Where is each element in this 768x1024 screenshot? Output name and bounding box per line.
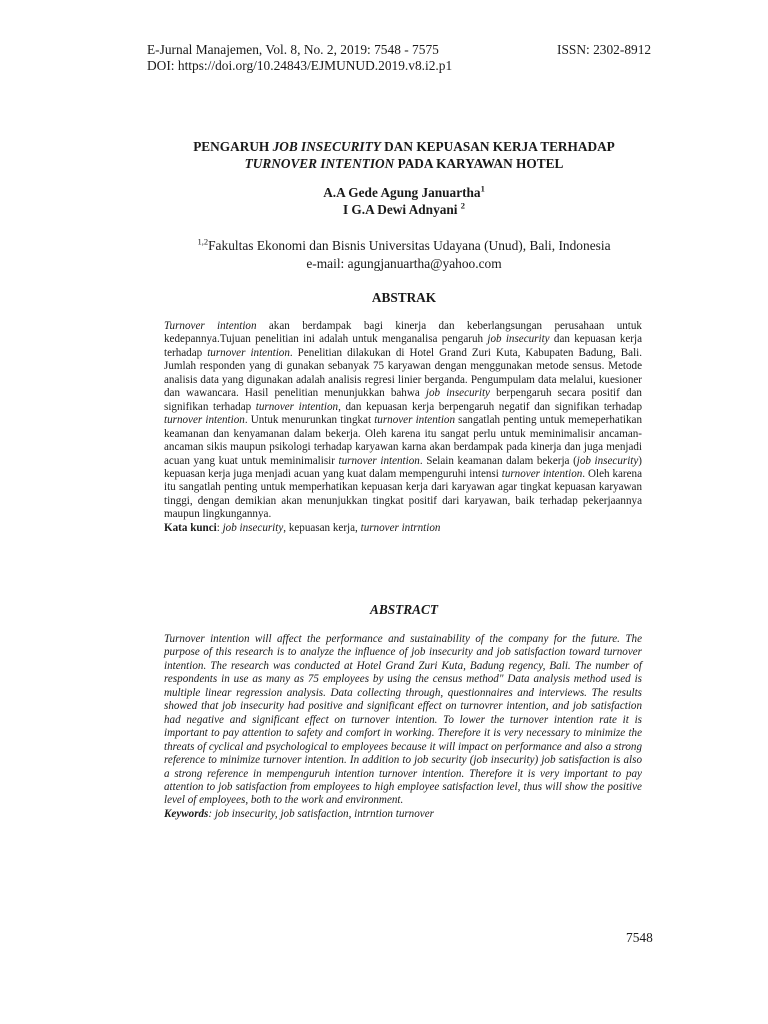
journal-citation: E-Jurnal Manajemen, Vol. 8, No. 2, 2019: 7548 - 7575 <box>147 42 439 57</box>
abstract-heading: ABSTRACT <box>370 602 438 617</box>
paper-title: PENGARUH JOB INSECURITY DAN KEPUASAN KERJA TERHADAP TURNOVER INTENTION PADA KARYAWAN HOTEL <box>193 139 615 171</box>
email: e-mail: agungjanuartha@yahoo.com <box>306 256 502 271</box>
abstrak-body: Turnover intention akan berdampak bagi kinerja dan keberlangsungan perusahaan untuk kedepannya.Tujuan penelitian ini adalah untuk menganalisa pengaruh job insecurity dan kepuasan kerja terhadap turnover intention. Penelitian dilakukan di Hotel Grand Zuri Kuta, Kabupaten Badung, Bali. Jumlah responden yang di gunakan sebanyak 75 karyawan dengan menggunakan metode sensus. Metode analisis data yang digunakan adalah analisis regresi linier berganda. Pengumpulam data melalui, kuesioner dan wawancara. Hasil penelitian menunjukkan bahwa job insecurity berpengaruh secara positif dan signifikan terhadap turnover intention, dan kepuasan kerja berpengaruh negatif dan signifikan terhadap turnover intention. Untuk menurunkan tingkat turnover intention sangatlah penting untuk memeperhatikan keamanan dan kenyamanan dalam bekerja. Oleh karena itu sangat perlu untuk meminimalisir ancaman-ancaman sikis maupun psikologi terhadap karyawan karna akan berdampak pada kinerja dan juga menjadi acuan yang kuat untuk meminimalisir turnover intention. Selain keamanan dalam bekerja (job insecurity) kepuasan kerja juga menjadi acuan yang kuat dalam mempenguruhi intensi turnover intention. Oleh karena itu sangatlah penting untuk memperhatikan kepuasan kerja dari karyawan agar tingkat kepuasan karyawan tinggi, dengan demikian akan menunjukkan tingkat positif dari karyawan, baik terhadap pekerjaannya maupun lingkungannya. Kata kunci: job insecurity, kepuasan kerja, turnover intrntion <box>164 320 643 534</box>
abstract-body: Turnover intention will affect the performance and sustainability of the company for the future. The purpose of this research is to analyze the influence of job insecurity and job satisfaction toward turnover intention. The research was conducted at Hotel Grand Zuri Kuta, Badung regency, Bali. The number of respondents in use as many as 75 employees by using the census method" Data analysis method used is multiple linear regression analysis. Data collecting through, questionnaires and interviews. The results showed that job insecurity had positive and significant effect on turnovrer intention, and job satisfaction had negative and significant effect on turnover intention. To lower the turnover intention rate it is important to pay attention to safety and comfort in working. Therefore it is very necessary to minimize the threats of cyclical and psychological to employees because it will impact on performance and also a strong reference to minimize turnover intention. In addition to job security (job insecurity) job satisfaction is also a strong reference in mempenguruh intention turnover intention. Therefore it is very important to pay attention to job satisfaction from employees to high employee satisfaction level, thus will show the positive level of employees, both to the work and environment. Keywords: job insecurity, job satisfaction, intrntion turnover <box>164 633 642 820</box>
issn: ISSN: 2302-8912 <box>557 42 652 57</box>
abstrak-heading: ABSTRAK <box>371 290 437 305</box>
abstract-keywords: Keywords: job insecurity, job satisfaction, intrntion turnover <box>164 807 434 820</box>
author-1: A.A Gede Agung Januartha$^1$ <box>323 183 485 200</box>
doi-link[interactable]: DOI: https://doi.org/10.24843/EJMUNUD.2019.v8.i2.p1 <box>147 58 453 73</box>
abstrak-keywords: Kata kunci: job insecurity, kepuasan kerja, turnover intrntion <box>164 521 441 534</box>
page-number: 7548 <box>626 930 653 945</box>
author-2: I G.A Dewi Adnyani $^2$ <box>342 200 466 217</box>
affiliation: $^{1,2}$Fakultas Ekonomi dan Bisnis Universitas Udayana (Unud), Bali, Indonesia e-mail: agungjanuartha@yahoo.com <box>150 237 658 273</box>
author-list <box>130 184 678 218</box>
